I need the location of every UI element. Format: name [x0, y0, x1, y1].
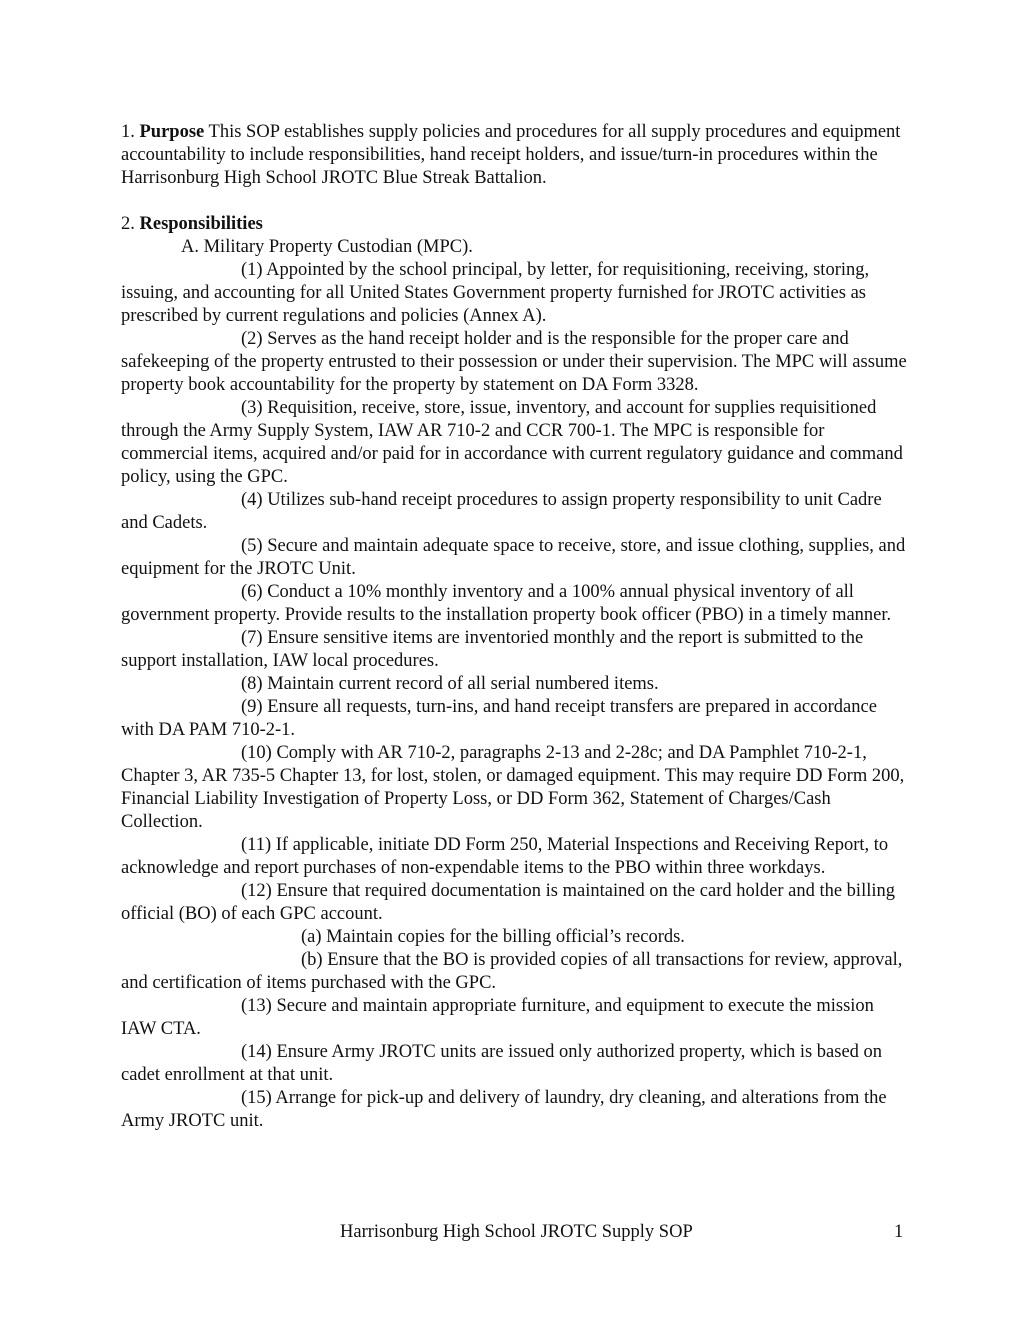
list-item-9: (9) Ensure all requests, turn-ins, and hand receipt transfers are prepared in accordance with DA PAM 710-2-1. — [121, 697, 877, 740]
sub-item-b: (b) Ensure that the BO is provided copies of all transactions for review, approval, and certification of items purchased with the GPC. — [121, 950, 903, 993]
list-item-6: (6) Conduct a 10% monthly inventory and a 100% annual physical inventory of all government property. Provide results to the installation property book officer (PBO) in a timely manner. — [121, 582, 892, 625]
list-item-11: (11) If applicable, initiate DD Form 250, Material Inspections and Receiving Report, to acknowledge and report purchases of non-expendable items to the PBO within three workdays. — [121, 835, 889, 878]
list-item-4: (4) Utilizes sub-hand receipt procedures to assign property responsibility to unit Cadre and Cadets. — [121, 490, 882, 533]
paragraph-gap — [121, 190, 911, 213]
responsibilities-number: 2. — [121, 214, 135, 234]
responsibilities-heading-line — [121, 213, 911, 236]
list-item-13: (13) Secure and maintain appropriate furniture, and equipment to execute the mission IAW CTA. — [121, 996, 874, 1039]
list-item-15: (15) Arrange for pick-up and delivery of laundry, dry cleaning, and alterations from the Army JROTC unit. — [121, 1088, 887, 1131]
sub-item-a: (a) Maintain copies for the billing official’s records. — [301, 927, 685, 947]
responsibilities-heading: Responsibilities — [139, 214, 263, 234]
purpose-number: 1. — [121, 122, 135, 142]
list-item-8: (8) Maintain current record of all serial numbered items. — [241, 674, 659, 694]
page-footer — [0, 1219, 1024, 1245]
list-item-5: (5) Secure and maintain adequate space to receive, store, and issue clothing, supplies, and equipment for the JROTC Unit. — [121, 536, 906, 579]
document-body — [121, 121, 911, 1133]
list-item-12: (12) Ensure that required documentation is maintained on the card holder and the billing official (BO) of each GPC account. — [121, 881, 895, 924]
section-a-heading: A. Military Property Custodian (MPC). — [181, 237, 473, 257]
list-item-14: (14) Ensure Army JROTC units are issued only authorized property, which is based on cadet enrollment at that unit. — [121, 1042, 883, 1085]
page-number: 1 — [894, 1222, 904, 1242]
purpose-paragraph — [121, 121, 911, 190]
list-item-2: (2) Serves as the hand receipt holder and is the responsible for the proper care and safekeeping of the property entrusted to their possession or under their supervision. The MPC will assume property book accountability for the property by statement on DA Form 3328. — [121, 329, 907, 395]
list-item-3: (3) Requisition, receive, store, issue, inventory, and account for supplies requisitioned through the Army Supply System, IAW AR 710-2 and CCR 700-1. The MPC is responsible for commercial items, acquired and/or paid for in accordance with current regulatory guidance and command policy, using the GPC. — [121, 398, 903, 487]
list-item-7: (7) Ensure sensitive items are inventoried monthly and the report is submitted to the support installation, IAW local procedures. — [121, 628, 864, 671]
footer-title: Harrisonburg High School JROTC Supply SOP — [340, 1222, 693, 1242]
list-item-10: (10) Comply with AR 710-2, paragraphs 2-13 and 2-28c; and DA Pamphlet 710-2-1, Chapter 3, AR 735-5 Chapter 13, for lost, stolen, or damaged equipment. This may require DD Form 200, Financial Liability Investigation of Property Loss, or DD Form 362, Statement of Charges/Cash Collection. — [121, 743, 905, 832]
purpose-text: This SOP establishes supply policies and procedures for all supply procedures and equipment accountability to include responsibilities, hand receipt holders, and issue/turn-in procedures within the Harrisonburg High School JROTC Blue Streak Battalion. — [121, 122, 901, 188]
purpose-heading: Purpose — [139, 122, 205, 142]
list-item-1: (1) Appointed by the school principal, by letter, for requisitioning, receiving, storing, issuing, and accounting for all United States Government property furnished for JROTC activities as prescribed by current regulations and policies (Annex A). — [121, 260, 870, 326]
